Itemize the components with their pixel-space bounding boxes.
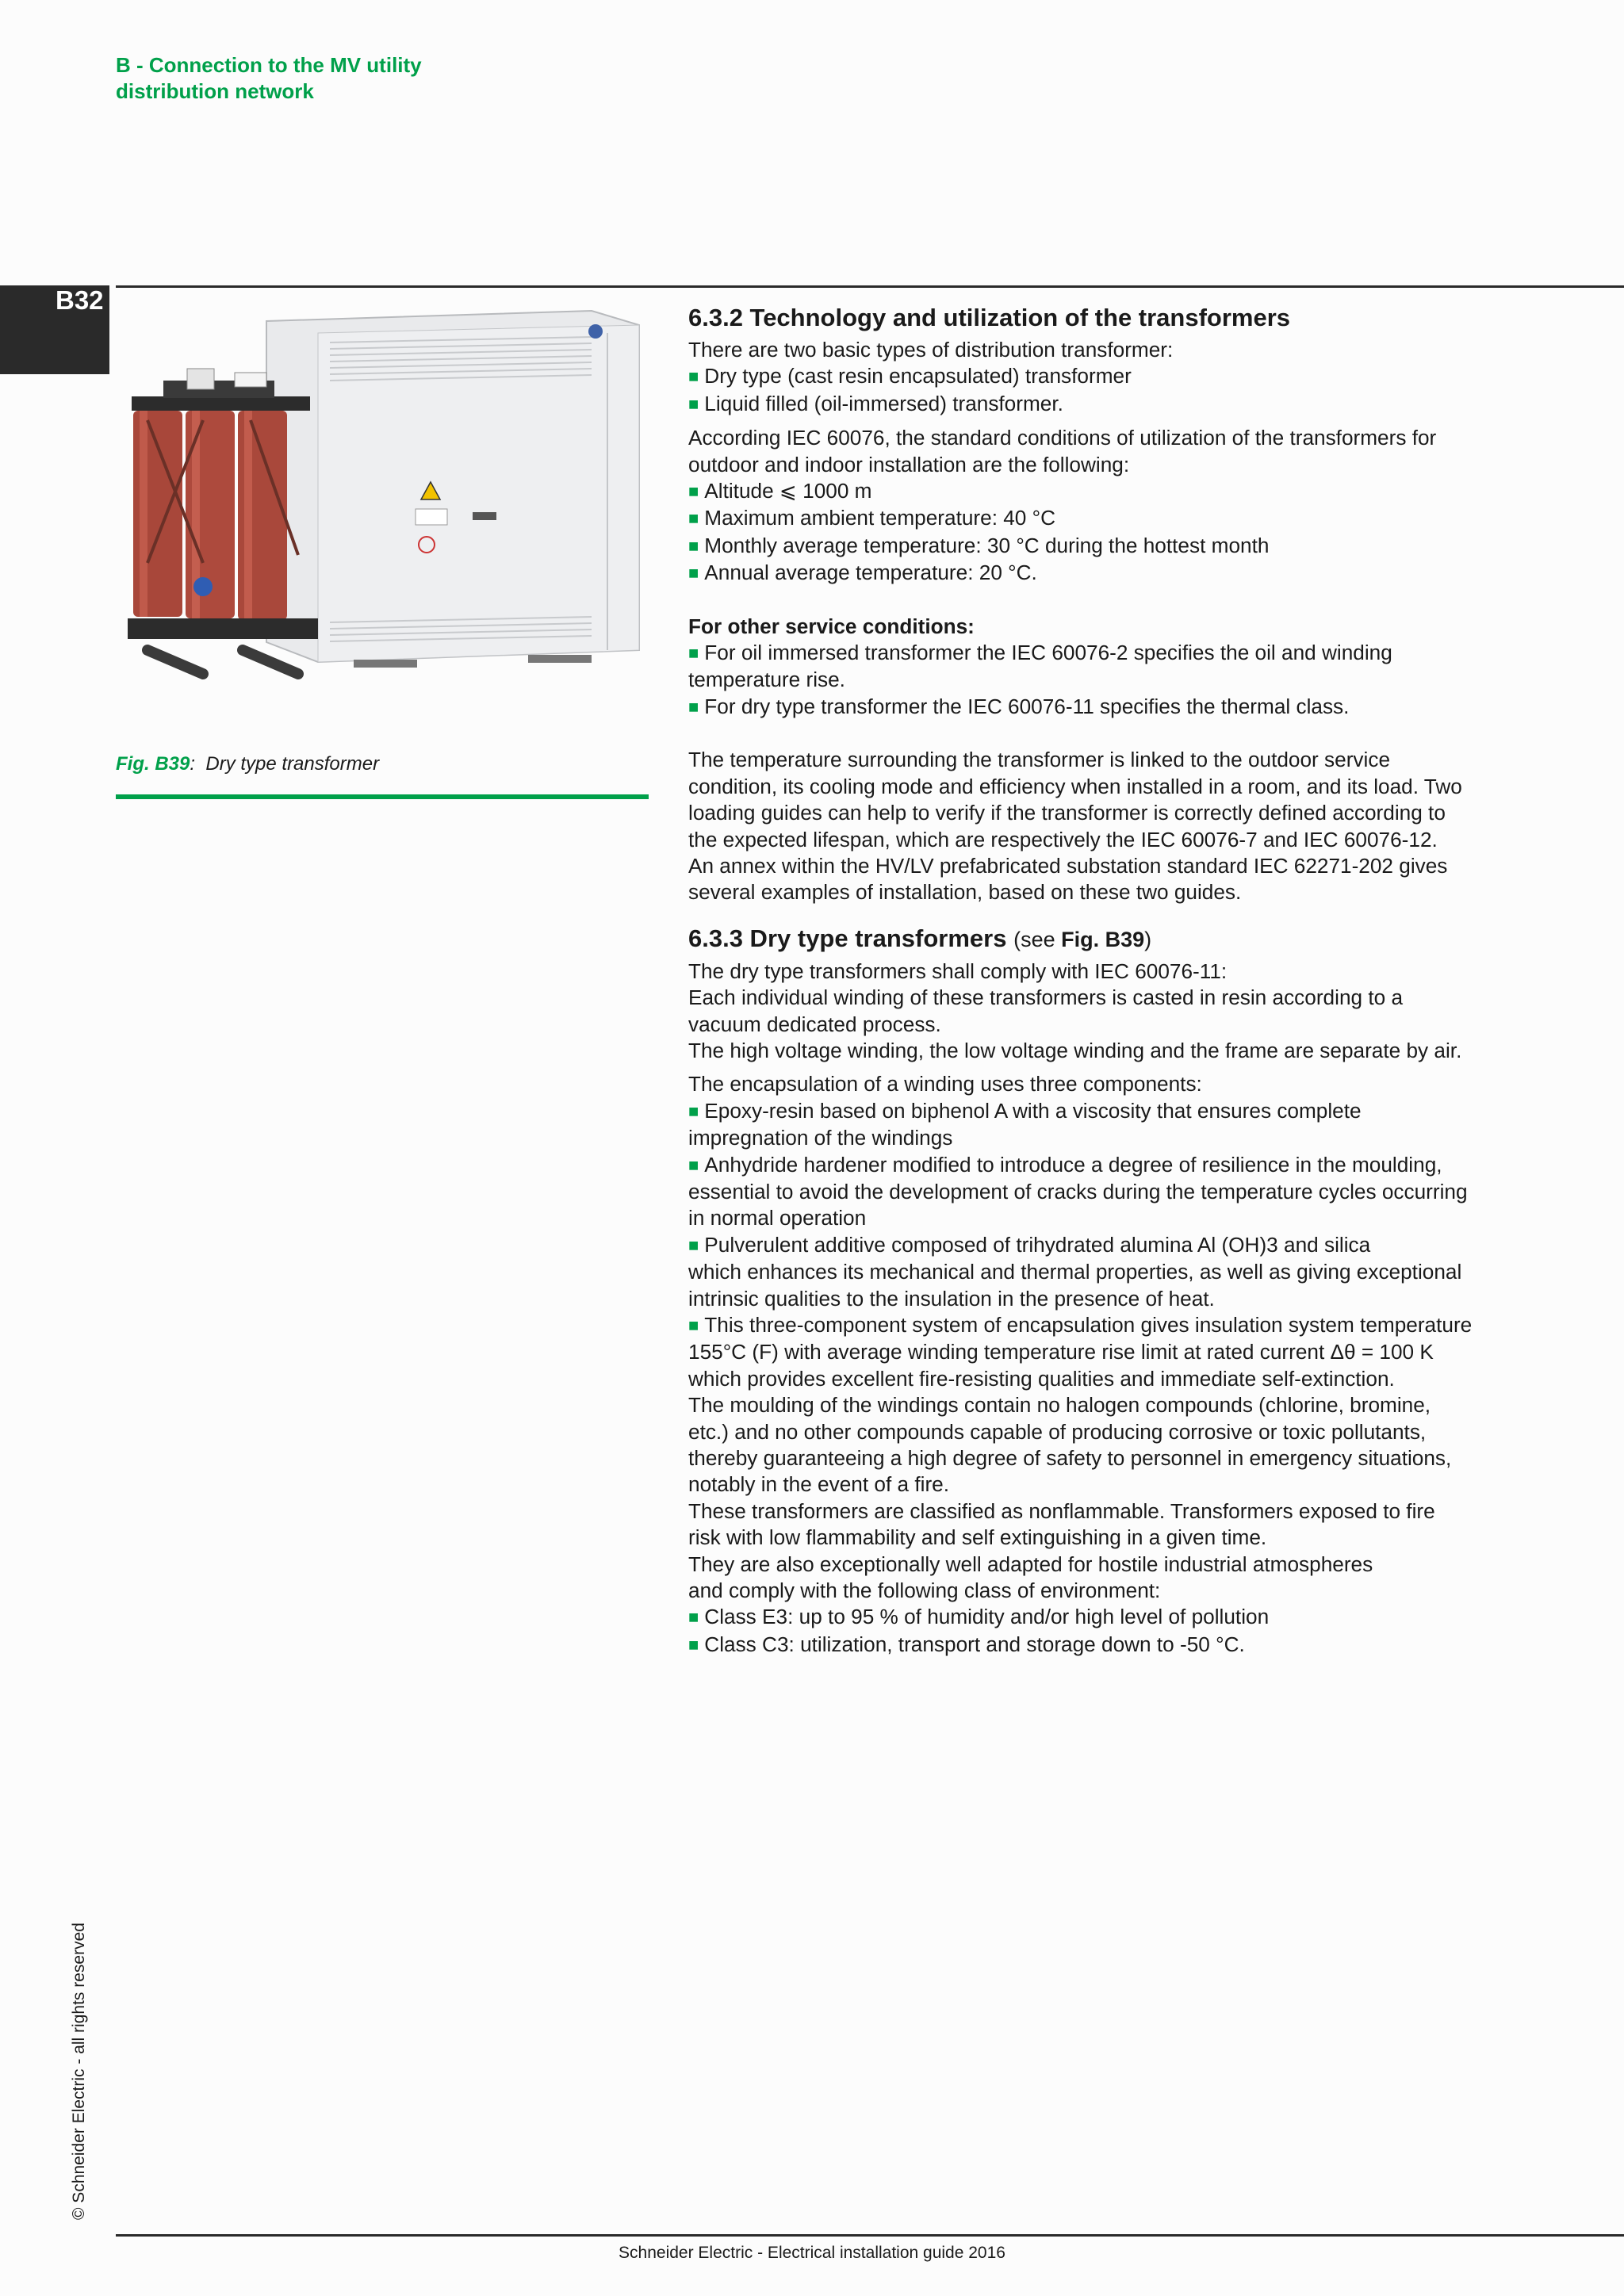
other-conditions-heading: For other service conditions: <box>688 614 975 638</box>
dry-line: etc.) and no other compounds capable of producing corrosive or toxic pollutants, <box>688 1419 1427 1444</box>
caption-divider <box>116 794 649 799</box>
transformer-figure <box>116 301 647 729</box>
condition-monthly-temp: ■ Monthly average temperature: 30 °C during the hottest month <box>688 533 1521 560</box>
component-hardener: ■ Anhydride hardener modified to introduce a degree of resilience in the moulding, <box>688 1152 1521 1179</box>
page-number-tab <box>0 285 109 374</box>
dry-line: vacuum dedicated process. <box>688 1012 941 1036</box>
other-condition-oil: ■ For oil immersed transformer the IEC 60076-2 specifies the oil and winding <box>688 640 1521 667</box>
condition-altitude: ■ Altitude ⩽ 1000 m <box>688 478 1521 505</box>
section-633-title-text: 6.3.3 Dry type transformers <box>688 924 1007 952</box>
figure-caption: Fig. B39: Dry type transformer <box>116 753 380 775</box>
copyright-notice: © Schneider Electric - all rights reserved <box>70 1923 88 2220</box>
figure-reference-link: Fig. B39 <box>1061 927 1145 951</box>
figure-caption-text: Dry type transformer <box>205 753 380 775</box>
dry-line: thereby guaranteeing a high degree of safety to personnel in emergency situations, <box>688 1446 1452 1471</box>
temperature-para-line: the expected lifespan, which are respectively the IEC 60076-7 and IEC 60076-12. <box>688 827 1438 851</box>
condition-max-temp: ■ Maximum ambient temperature: 40 °C <box>688 505 1521 532</box>
component-hardener-cont: in normal operation <box>688 1206 867 1230</box>
component-epoxy: ■ Epoxy-resin based on biphenol A with a viscosity that ensures complete <box>688 1098 1521 1125</box>
component-additive: ■ Pulverulent additive composed of trihydrated alumina Al (OH)3 and silica <box>688 1232 1521 1259</box>
section-632-title: 6.3.2 Technology and utilization of the transformers <box>688 304 1291 331</box>
dry-line: The dry type transformers shall comply with IEC 60076-11: <box>688 959 1228 983</box>
dry-line: and comply with the following class of environment: <box>688 1578 1161 1603</box>
insulation-system-cont: 155°C (F) with average winding temperature rise limit at rated current Δθ = 100 K <box>688 1340 1434 1364</box>
condition-annual-temp: ■ Annual average temperature: 20 °C. <box>688 560 1521 587</box>
dry-line: They are also exceptionally well adapted for hostile industrial atmospheres <box>688 1552 1373 1576</box>
temperature-para-line: several examples of installation, based on these two guides. <box>688 880 1242 905</box>
environment-class-e3: ■ Class E3: up to 95 % of humidity and/or high level of pollution <box>688 1604 1521 1631</box>
top-divider <box>116 285 1624 288</box>
dry-line: The moulding of the windings contain no halogen compounds (chlorine, bromine, <box>688 1393 1431 1418</box>
figure-reference: (see Fig. B39) <box>1013 927 1152 951</box>
conditions-intro-line2: outdoor and indoor installation are the following: <box>688 452 1130 476</box>
type-dry-item: ■ Dry type (cast resin encapsulated) transformer <box>688 363 1521 390</box>
page-number: B32 <box>56 285 104 315</box>
temperature-para-line: loading guides can help to verify if the transformer is correctly defined according to <box>688 801 1446 825</box>
bottom-divider <box>116 2234 1624 2237</box>
environment-class-c3: ■ Class C3: utilization, transport and storage down to -50 °C. <box>688 1632 1521 1659</box>
component-additive-cont: intrinsic qualities to the insulation in the presence of heat. <box>688 1286 1215 1311</box>
section-632-intro: There are two basic types of distribution transformer: <box>688 338 1174 362</box>
temperature-para-line: An annex within the HV/LV prefabricated substation standard IEC 62271-202 gives <box>688 853 1448 878</box>
section-633-title <box>688 922 1521 956</box>
dry-line: Each individual winding of these transformers is casted in resin according to a <box>688 985 1404 1010</box>
other-condition-oil-cont: temperature rise. <box>688 668 845 692</box>
conditions-intro-line1: According IEC 60076, the standard conditions of utilization of the transformers for <box>688 426 1437 450</box>
temperature-para-line: The temperature surrounding the transformer is linked to the outdoor service <box>688 748 1391 772</box>
chapter-title-line1: B - Connection to the MV utility <box>116 53 422 77</box>
dry-line: risk with low flammability and self extinguishing in a given time. <box>688 1525 1267 1550</box>
figure-label: Fig. B39 <box>116 753 190 775</box>
main-text-column <box>688 301 1521 1659</box>
component-epoxy-cont: impregnation of the windings <box>688 1126 953 1150</box>
dry-line: which provides excellent fire-resisting qualities and immediate self-extinction. <box>688 1366 1395 1391</box>
footer <box>0 2244 1624 2263</box>
type-liquid-item: ■ Liquid filled (oil-immersed) transformer. <box>688 391 1521 418</box>
component-hardener-cont: essential to avoid the development of cracks during the temperature cycles occurring <box>688 1179 1468 1203</box>
temperature-para-line: condition, its cooling mode and efficiency when installed in a room, and its load. Two <box>688 774 1462 798</box>
chapter-title-line2: distribution network <box>116 79 314 103</box>
footer-guide-title: Schneider Electric - Electrical installation guide 2016 <box>619 2244 1005 2262</box>
chapter-title <box>116 52 512 105</box>
dry-line: These transformers are classified as nonflammable. Transformers exposed to fire <box>688 1498 1435 1523</box>
component-additive-cont: which enhances its mechanical and thermal properties, as well as giving exceptional <box>688 1260 1462 1284</box>
other-condition-dry: ■ For dry type transformer the IEC 60076-11 specifies the thermal class. <box>688 694 1521 721</box>
dry-transformer-illustration <box>116 301 647 729</box>
encapsulation-intro: The encapsulation of a winding uses three components: <box>688 1072 1202 1096</box>
insulation-system-item: ■ This three-component system of encapsulation gives insulation system temperature <box>688 1312 1521 1339</box>
dry-line: The high voltage winding, the low voltage winding and the frame are separate by air. <box>688 1038 1462 1062</box>
dry-line: notably in the event of a fire. <box>688 1472 950 1497</box>
